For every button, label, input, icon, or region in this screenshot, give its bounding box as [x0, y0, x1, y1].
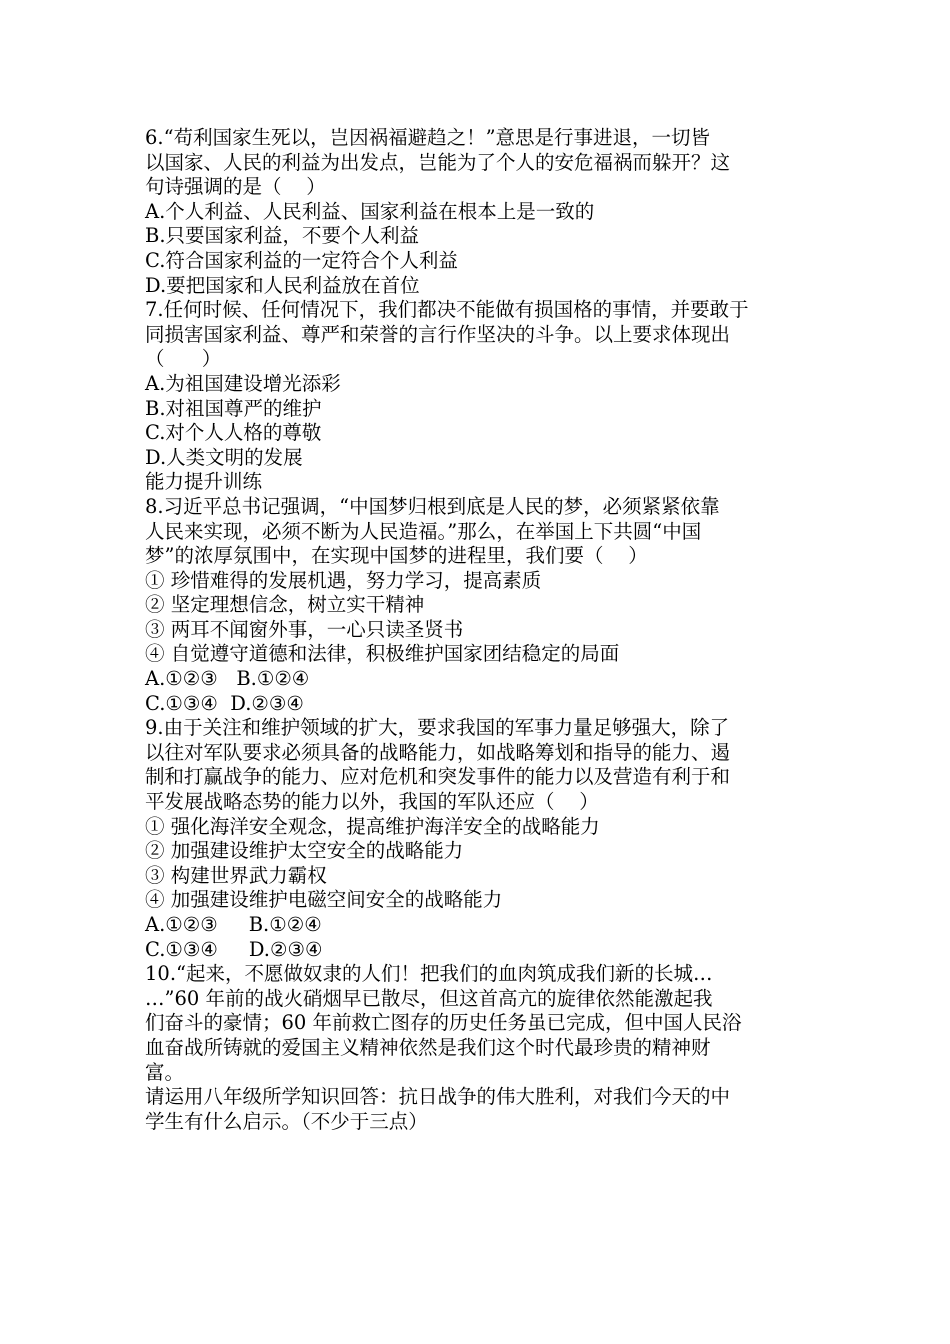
question-9-statement-3: ③ 构建世界武力霸权	[145, 863, 327, 887]
question-7-option-d: D.人类文明的发展	[145, 445, 303, 469]
question-6-option-b: B.只要国家利益，不要个人利益	[145, 224, 420, 248]
question-6-stem: 句诗强调的是（ ）	[145, 175, 326, 199]
question-9-options-cd: C.①③④ D.②③④	[145, 937, 323, 961]
question-10-passage: 富。	[145, 1060, 185, 1084]
question-8-statement-4: ④ 自觉遵守道德和法律，积极维护国家团结稳定的局面	[145, 642, 620, 666]
question-9-stem: 制和打赢战争的能力、应对危机和突发事件的能力以及营造有利于和	[145, 765, 731, 789]
question-9-options-ab: A.①②③ B.①②④	[145, 913, 322, 936]
question-7-option-c: C.对个人人格的尊敬	[145, 421, 322, 445]
question-10-passage: 们奋斗的豪情；60 年前救亡图存的历史任务虽已完成，但中国人民浴	[145, 1011, 742, 1035]
question-10-passage: 血奋战所铸就的爱国主义精神依然是我们这个时代最珍贵的精神财	[145, 1035, 711, 1059]
section-heading: 能力提升训练	[145, 470, 263, 494]
question-7	[145, 298, 810, 470]
question-6	[145, 126, 810, 298]
question-10-passage: …”60 年前的战火硝烟早已散尽，但这首高亢的旋律依然能激起我	[145, 986, 713, 1010]
question-7-option-a: A.为祖国建设增光添彩	[145, 371, 341, 395]
question-9-stem: 平发展战略态势的能力以外，我国的军队还应（ ）	[145, 790, 599, 814]
question-7-stem: （ ）	[145, 347, 222, 371]
question-7-option-b: B.对祖国尊严的维护	[145, 396, 322, 420]
question-8-statement-1: ① 珍惜难得的发展机遇，努力学习，提高素质	[145, 568, 542, 592]
question-6-stem: 6.“苟利国家生死以，岂因祸福避趋之！”意思是行事进退，一切皆	[145, 126, 711, 149]
question-7-stem: 7.任何时候、任何情况下，我们都决不能做有损国格的事情，并要敢于	[145, 298, 749, 322]
question-6-option-a: A.个人利益、人民利益、国家利益在根本上是一致的	[145, 199, 595, 223]
question-6-stem: 以国家、人民的利益为出发点，岂能为了个人的安危福祸而躲开？这	[145, 150, 731, 174]
question-10	[145, 962, 810, 1134]
question-10-prompt: 请运用八年级所学知识回答：抗日战争的伟大胜利，对我们今天的中	[145, 1085, 731, 1109]
question-10-prompt: 学生有什么启示。（不少于三点）	[145, 1109, 428, 1133]
question-9-stem: 9.由于关注和维护领域的扩大，要求我国的军事力量足够强大，除了	[145, 716, 730, 740]
question-8-statement-3: ③ 两耳不闻窗外事，一心只读圣贤书	[145, 617, 464, 641]
question-8-options-cd: C.①③④ D.②③④	[145, 691, 304, 715]
question-9	[145, 716, 810, 962]
question-8-options-ab: A.①②③ B.①②④	[145, 667, 310, 691]
question-8-statement-2: ② 坚定理想信念，树立实干精神	[145, 593, 425, 617]
question-8-stem: 8.习近平总书记强调，“中国梦归根到底是人民的梦，必须紧紧依靠	[145, 494, 720, 518]
question-8-stem: 梦”的浓厚氛围中，在实现中国梦的进程里，我们要（ ）	[145, 544, 648, 568]
question-8	[145, 495, 810, 716]
question-9-statement-1: ① 强化海洋安全观念，提高维护海洋安全的战略能力	[145, 814, 600, 838]
question-10-passage: 10.“起来，不愿做奴隶的人们！把我们的血肉筑成我们新的长城…	[145, 962, 713, 986]
question-9-statement-4: ④ 加强建设维护电磁空间安全的战略能力	[145, 888, 503, 912]
question-8-stem: 人民来实现，必须不断为人民造福。”那么，在举国上下共圆“中国	[145, 519, 702, 543]
question-7-stem: 同损害国家利益、尊严和荣誉的言行作坚决的斗争。以上要求体现出	[145, 322, 731, 346]
document-page	[145, 126, 810, 1134]
question-6-option-d: D.要把国家和人民利益放在首位	[145, 273, 420, 297]
question-6-option-c: C.符合国家利益的一定符合个人利益	[145, 248, 458, 272]
question-9-stem: 以往对军队要求必须具备的战略能力，如战略筹划和指导的能力、遏	[145, 740, 731, 764]
question-9-statement-2: ② 加强建设维护太空安全的战略能力	[145, 839, 464, 863]
